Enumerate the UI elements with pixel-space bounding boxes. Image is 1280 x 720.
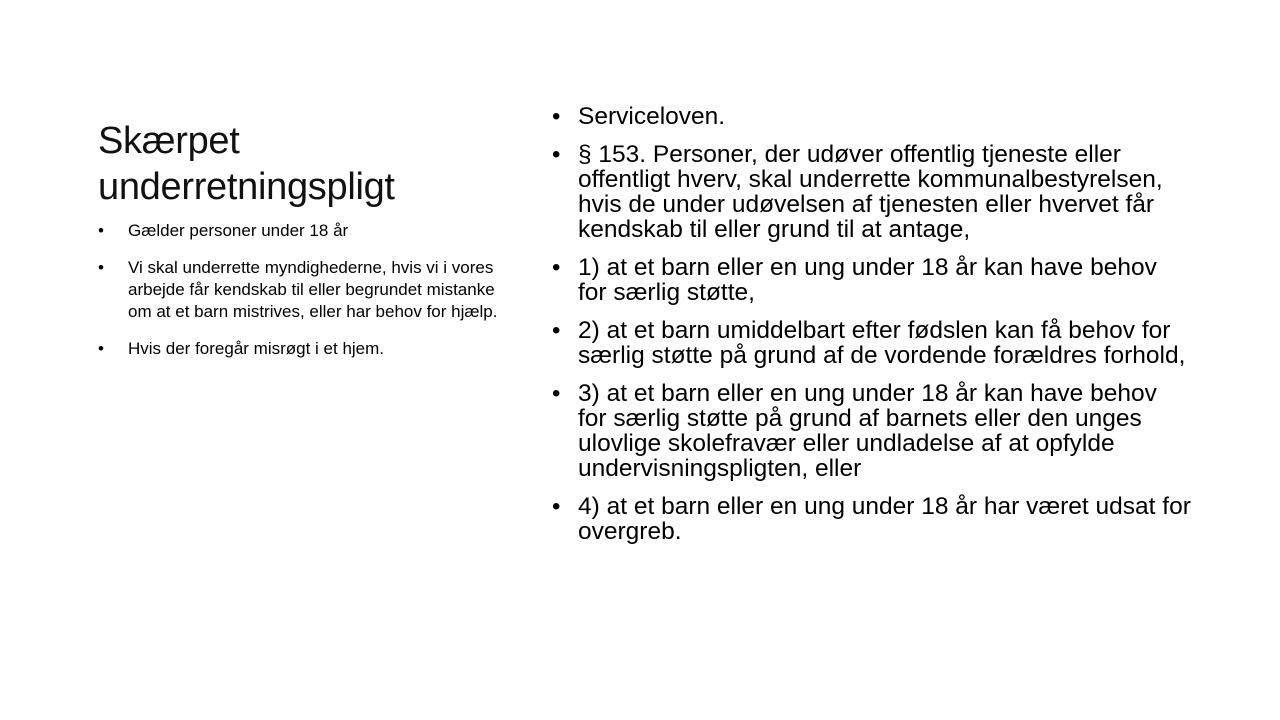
left-bullet-item	[98, 338, 498, 360]
bullet-icon: •	[552, 317, 561, 344]
bullet-icon: •	[552, 254, 561, 281]
bullet-icon: •	[98, 221, 104, 240]
right-bullet-item	[552, 381, 1192, 481]
bullet-icon: •	[98, 258, 104, 277]
right-bullet-text: 1) at et barn eller en ung under 18 år kan have behov for særlig støtte,	[578, 254, 1157, 306]
right-bullet-text: § 153. Personer, der udøver offentlig tjeneste eller offentligt hverv, skal underrette kommunalbestyrelsen, hvis de under udøvelsen af tjenesten eller hvervet får kendskab til eller grund til at antage,	[578, 141, 1163, 243]
right-bullet-text: 4) at et barn eller en ung under 18 år har været udsat for overgreb.	[578, 493, 1191, 545]
right-bullet-item	[552, 255, 1192, 305]
right-bullet-text: 3) at et barn eller en ung under 18 år kan have behov for særlig støtte på grund af barnets eller den unges ulovlige skolefravær eller undladelse af at opfylde undervisningspligten, eller	[578, 380, 1157, 482]
right-bullet-item	[552, 104, 1192, 129]
bullet-icon: •	[552, 380, 561, 407]
left-bullet-item	[98, 220, 498, 242]
bullet-icon: •	[98, 339, 104, 358]
left-bullet-text: Hvis der foregår misrøgt i et hjem.	[128, 339, 385, 358]
right-bullet-text: 2) at et barn umiddelbart efter fødslen kan få behov for særlig støtte på grund af de vordende forældres forhold,	[578, 317, 1186, 369]
left-bullet-item	[98, 257, 498, 323]
right-bullet-list	[552, 104, 1192, 557]
right-bullet-item	[552, 142, 1192, 242]
bullet-icon: •	[552, 493, 561, 520]
right-bullet-text: Serviceloven.	[578, 103, 726, 130]
right-bullet-item	[552, 318, 1192, 368]
left-bullet-text: Vi skal underrette myndighederne, hvis vi i vores arbejde får kendskab til eller begrundet mistanke om at et barn mistrives, eller har behov for hjælp.	[128, 258, 498, 321]
left-bullet-text: Gælder personer under 18 år	[128, 221, 349, 240]
bullet-icon: •	[552, 141, 561, 168]
left-bullet-list	[98, 220, 498, 375]
slide-title: Skærpet underretningspligt	[98, 120, 395, 208]
bullet-icon: •	[552, 103, 561, 130]
right-bullet-item	[552, 494, 1192, 544]
